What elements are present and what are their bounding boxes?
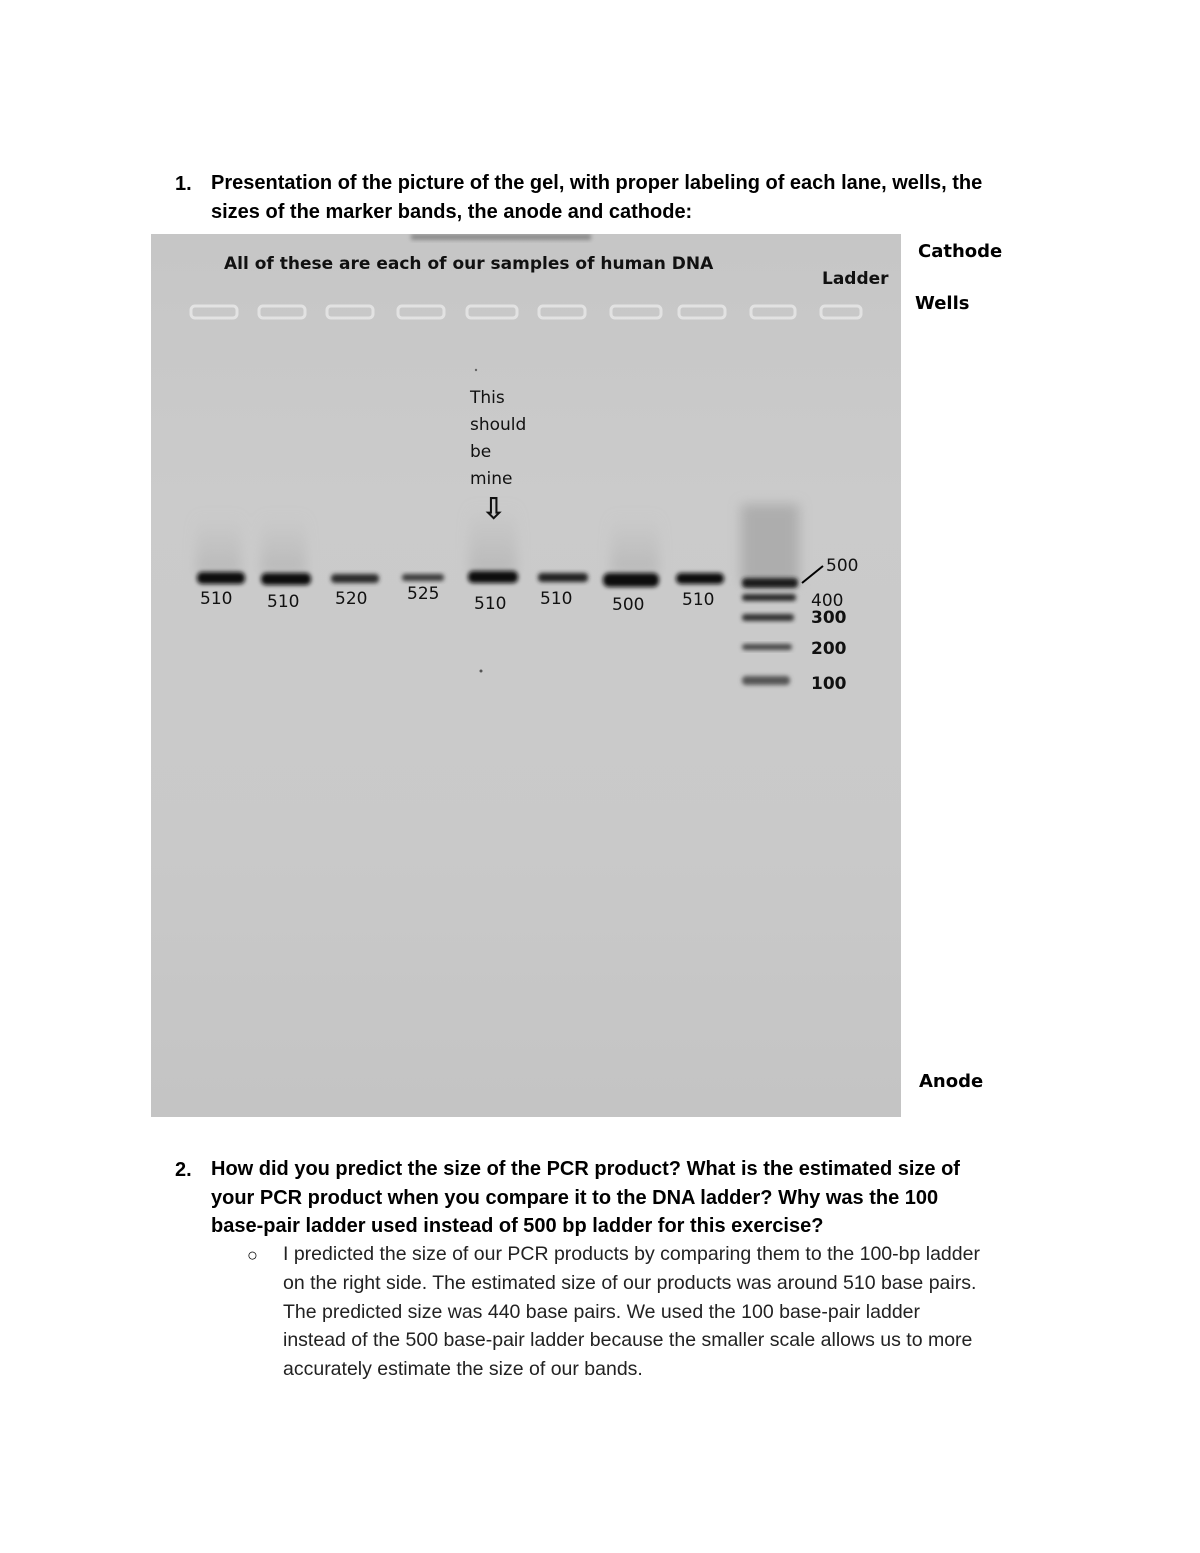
question-1-text (211, 169, 982, 226)
sample-band (261, 573, 311, 585)
well (821, 306, 861, 318)
well (191, 306, 237, 318)
question-1-line: Presentation of the picture of the gel, with proper labeling of each lane, wells, the (211, 172, 983, 194)
sample-band (331, 574, 379, 583)
ladder-band (742, 594, 796, 601)
ladder-bands (742, 578, 798, 685)
well (751, 306, 795, 318)
ladder-size-label: 300 (811, 608, 847, 628)
ladder-band (742, 614, 794, 621)
question-2-line: your PCR product when you compare it to the DNA ladder? Why was the 100 (211, 1186, 939, 1209)
sample-band (538, 573, 588, 582)
ladder-size-label: 200 (811, 639, 847, 659)
well (467, 306, 517, 318)
ladder-size-label: 400 (811, 591, 844, 611)
anode-label: Anode (919, 1071, 984, 1092)
ladder-label: Ladder (822, 269, 889, 289)
answer-bullet: ○ (247, 1245, 258, 1265)
down-arrow-icon: ⇩ (481, 492, 507, 527)
well (327, 306, 373, 318)
answer-text (283, 1240, 980, 1384)
annotation-line: be (470, 442, 492, 462)
gel-caption: All of these are each of our samples of human DNA (224, 254, 714, 274)
ladder-size-label: 100 (811, 674, 847, 694)
ladder-band (742, 676, 790, 685)
well (539, 306, 585, 318)
question-1-number: 1. (175, 173, 192, 195)
answer-line: accurately estimate the size of our bands. (283, 1358, 643, 1381)
answer-line: The predicted size was 440 base pairs. We used the 100 base-pair ladder (283, 1300, 921, 1323)
well (398, 306, 444, 318)
question-1-line: sizes of the marker bands, the anode and cathode: (211, 200, 693, 223)
annotation-line: should (470, 415, 527, 435)
sample-band (197, 572, 245, 584)
ladder-band (742, 644, 792, 650)
ladder-pointer-line (802, 566, 823, 583)
question-2-number: 2. (175, 1159, 192, 1181)
ladder-size-label: 500 (826, 556, 859, 576)
sample-band (402, 574, 444, 581)
answer-line: instead of the 500 base-pair ladder because the smaller scale allows us to more (283, 1329, 973, 1352)
ladder-band (742, 578, 798, 588)
band-label: 520 (335, 589, 368, 609)
well (679, 306, 725, 318)
wells-row (191, 306, 861, 318)
sample-bands (197, 571, 724, 587)
answer-line: on the right side. The estimated size of our products was around 510 base pairs. (283, 1271, 977, 1294)
sample-band (468, 571, 518, 583)
sample-band (676, 573, 724, 584)
answer-line: I predicted the size of our PCR products by comparing them to the 100-bp ladder (283, 1243, 980, 1265)
gel-graphic (151, 234, 901, 1117)
annotation-text (470, 385, 526, 493)
question-2-line: base-pair ladder used instead of 500 bp ladder for this exercise? (211, 1215, 824, 1237)
wells-label: Wells (915, 293, 970, 314)
annotation-line: This (470, 388, 505, 408)
sample-band (603, 573, 659, 587)
question-2-text (211, 1155, 960, 1241)
annotation-line: mine (470, 469, 513, 489)
band-label: 510 (682, 590, 715, 610)
cathode-label: Cathode (918, 241, 1003, 262)
question-2-line: How did you predict the size of the PCR product? What is the estimated size of (211, 1158, 960, 1180)
well (611, 306, 661, 318)
well (259, 306, 305, 318)
gel-image (151, 234, 901, 1117)
band-label: 510 (474, 594, 507, 614)
band-label: 525 (407, 584, 440, 604)
band-label: 510 (540, 589, 573, 609)
band-label: 510 (200, 589, 233, 609)
band-label: 500 (612, 595, 645, 615)
band-label: 510 (267, 592, 300, 612)
